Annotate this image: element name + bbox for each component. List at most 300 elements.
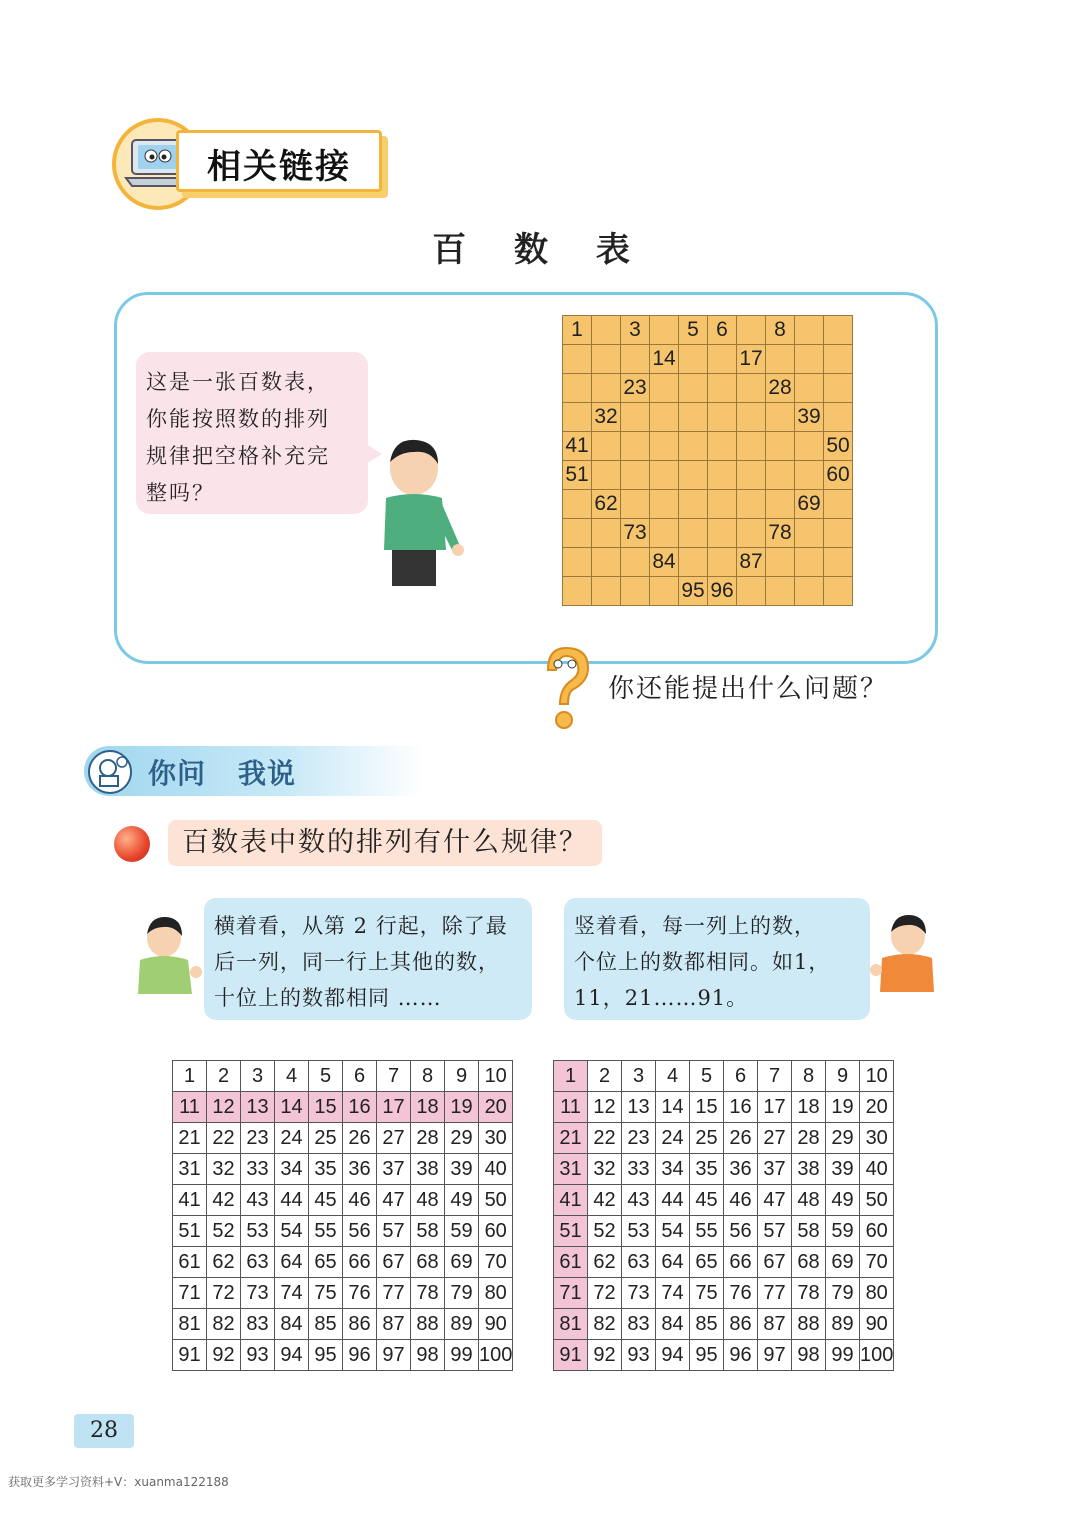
table-cell: 33 (622, 1154, 656, 1185)
table-cell: 6 (724, 1061, 758, 1092)
table-cell: 3 (622, 1061, 656, 1092)
section-title-part1: 你问 (148, 757, 207, 790)
table-cell: 85 (309, 1309, 343, 1340)
bubble-line: 这是一张百数表， (146, 370, 330, 394)
table-cell (766, 548, 795, 577)
table-cell: 51 (173, 1216, 207, 1247)
table-cell (708, 519, 737, 548)
table-cell: 50 (479, 1185, 513, 1216)
table-row (554, 1216, 894, 1247)
partial-hundred-table (562, 315, 853, 606)
table-cell: 37 (758, 1154, 792, 1185)
table-cell: 79 (445, 1278, 479, 1309)
table-cell: 2 (588, 1061, 622, 1092)
table-cell: 87 (758, 1309, 792, 1340)
table-cell (592, 519, 621, 548)
table-cell: 17 (377, 1092, 411, 1123)
table-cell: 23 (241, 1123, 275, 1154)
table-cell: 67 (377, 1247, 411, 1278)
table-cell: 64 (656, 1247, 690, 1278)
table-row (173, 1092, 513, 1123)
table-row (563, 519, 853, 548)
table-row (173, 1309, 513, 1340)
table-cell: 24 (656, 1123, 690, 1154)
table-cell: 40 (860, 1154, 894, 1185)
table-cell: 85 (690, 1309, 724, 1340)
table-cell: 43 (241, 1185, 275, 1216)
follow-up-question: 你还能提出什么问题？ (608, 674, 889, 704)
table-cell (708, 403, 737, 432)
bullet-ball-icon (114, 826, 150, 862)
hundred-table-column-highlight (553, 1060, 894, 1371)
table-row (563, 432, 853, 461)
table-cell (679, 403, 708, 432)
table-cell: 60 (860, 1216, 894, 1247)
table-cell: 49 (826, 1185, 860, 1216)
table-cell: 48 (411, 1185, 445, 1216)
right-boy-illustration (868, 912, 938, 996)
table-cell: 68 (792, 1247, 826, 1278)
table-cell: 88 (411, 1309, 445, 1340)
table-cell (563, 374, 592, 403)
table-cell (795, 345, 824, 374)
table-cell: 42 (588, 1185, 622, 1216)
table-cell: 10 (479, 1061, 513, 1092)
table-cell: 73 (622, 1278, 656, 1309)
table-cell: 93 (622, 1340, 656, 1371)
table-cell (737, 519, 766, 548)
table-cell: 8 (411, 1061, 445, 1092)
table-cell: 3 (621, 316, 650, 345)
table-cell: 12 (588, 1092, 622, 1123)
table-cell: 21 (173, 1123, 207, 1154)
table-cell: 51 (563, 461, 592, 490)
table-cell (563, 345, 592, 374)
table-cell: 96 (724, 1340, 758, 1371)
table-cell: 38 (411, 1154, 445, 1185)
table-cell (795, 432, 824, 461)
table-cell: 17 (737, 345, 766, 374)
table-cell: 65 (690, 1247, 724, 1278)
table-cell: 21 (554, 1123, 588, 1154)
table-cell (824, 403, 853, 432)
table-cell: 59 (826, 1216, 860, 1247)
table-cell: 70 (479, 1247, 513, 1278)
table-cell: 14 (275, 1092, 309, 1123)
table-cell: 71 (554, 1278, 588, 1309)
table-cell (621, 577, 650, 606)
table-cell: 69 (795, 490, 824, 519)
table-cell (766, 577, 795, 606)
table-cell: 58 (411, 1216, 445, 1247)
table-cell: 45 (309, 1185, 343, 1216)
table-cell: 81 (554, 1309, 588, 1340)
table-cell: 55 (309, 1216, 343, 1247)
table-cell (563, 548, 592, 577)
table-cell (679, 548, 708, 577)
table-cell: 91 (554, 1340, 588, 1371)
table-cell: 9 (445, 1061, 479, 1092)
table-cell: 18 (411, 1092, 445, 1123)
table-cell: 78 (766, 519, 795, 548)
intro-speech-bubble (136, 352, 368, 514)
table-cell: 37 (377, 1154, 411, 1185)
table-cell (621, 548, 650, 577)
table-cell: 60 (824, 461, 853, 490)
table-cell: 41 (173, 1185, 207, 1216)
table-cell (737, 316, 766, 345)
table-cell: 35 (690, 1154, 724, 1185)
bubble-line: 整吗？ (146, 481, 215, 505)
table-cell (650, 490, 679, 519)
table-cell: 92 (588, 1340, 622, 1371)
table-cell: 70 (860, 1247, 894, 1278)
table-cell: 13 (622, 1092, 656, 1123)
table-cell: 96 (708, 577, 737, 606)
table-cell: 62 (592, 490, 621, 519)
table-cell: 94 (656, 1340, 690, 1371)
table-cell (650, 316, 679, 345)
table-cell: 83 (622, 1309, 656, 1340)
table-cell (563, 403, 592, 432)
table-cell: 34 (656, 1154, 690, 1185)
table-cell: 100 (860, 1340, 894, 1371)
table-cell: 54 (275, 1216, 309, 1247)
table-cell: 60 (479, 1216, 513, 1247)
table-row (554, 1340, 894, 1371)
table-cell: 42 (207, 1185, 241, 1216)
table-cell (766, 345, 795, 374)
table-cell: 22 (207, 1123, 241, 1154)
table-cell: 61 (173, 1247, 207, 1278)
table-row (563, 577, 853, 606)
table-cell: 68 (411, 1247, 445, 1278)
table-cell (824, 490, 853, 519)
table-cell: 8 (766, 316, 795, 345)
table-cell (563, 577, 592, 606)
table-row (563, 461, 853, 490)
table-cell (708, 490, 737, 519)
table-cell: 41 (554, 1185, 588, 1216)
related-links-banner (112, 118, 384, 204)
table-cell: 29 (445, 1123, 479, 1154)
table-cell: 5 (309, 1061, 343, 1092)
table-cell: 90 (860, 1309, 894, 1340)
table-cell: 79 (826, 1278, 860, 1309)
table-cell: 16 (724, 1092, 758, 1123)
table-cell: 80 (860, 1278, 894, 1309)
table-cell (737, 577, 766, 606)
table-cell: 46 (724, 1185, 758, 1216)
table-cell (708, 374, 737, 403)
table-row (563, 345, 853, 374)
table-cell: 4 (275, 1061, 309, 1092)
table-cell (737, 490, 766, 519)
bubble-line: 十位上的数都相同 …… (214, 986, 442, 1010)
table-cell: 81 (173, 1309, 207, 1340)
boy-illustration (372, 434, 468, 590)
table-cell (650, 432, 679, 461)
section-title-part2: 我说 (238, 757, 297, 790)
table-cell: 50 (824, 432, 853, 461)
table-cell: 74 (656, 1278, 690, 1309)
table-cell (592, 345, 621, 374)
table-cell: 46 (343, 1185, 377, 1216)
table-cell: 13 (241, 1092, 275, 1123)
table-cell: 86 (724, 1309, 758, 1340)
table-cell: 80 (479, 1278, 513, 1309)
table-cell: 72 (588, 1278, 622, 1309)
table-cell: 44 (275, 1185, 309, 1216)
bubble-line: 竖着看，每一列上的数， (574, 914, 816, 938)
bubble-line: 横着看，从第 2 行起，除了最 (214, 914, 508, 938)
table-cell: 94 (275, 1340, 309, 1371)
table-cell (679, 490, 708, 519)
table-cell: 47 (377, 1185, 411, 1216)
table-cell (621, 403, 650, 432)
horizontal-rule-bubble (204, 898, 532, 1020)
table-cell: 6 (708, 316, 737, 345)
table-cell: 91 (173, 1340, 207, 1371)
table-cell: 32 (588, 1154, 622, 1185)
table-cell: 31 (554, 1154, 588, 1185)
table-cell: 19 (445, 1092, 479, 1123)
table-row (173, 1154, 513, 1185)
table-cell (679, 432, 708, 461)
table-row (173, 1216, 513, 1247)
table-cell: 98 (411, 1340, 445, 1371)
table-cell: 97 (758, 1340, 792, 1371)
table-cell (795, 548, 824, 577)
table-cell: 25 (309, 1123, 343, 1154)
table-cell: 100 (479, 1340, 513, 1371)
table-cell: 83 (241, 1309, 275, 1340)
table-cell (795, 316, 824, 345)
table-cell: 89 (445, 1309, 479, 1340)
table-cell: 30 (860, 1123, 894, 1154)
table-cell (795, 519, 824, 548)
table-cell: 1 (563, 316, 592, 345)
discussion-question: 百数表中数的排列有什么规律？ (182, 827, 588, 858)
table-cell: 28 (766, 374, 795, 403)
table-cell: 99 (445, 1340, 479, 1371)
table-cell: 36 (343, 1154, 377, 1185)
footer-note: 获取更多学习资料+V：xuanma122188 (8, 1475, 229, 1489)
table-cell: 24 (275, 1123, 309, 1154)
table-cell: 55 (690, 1216, 724, 1247)
table-cell: 74 (275, 1278, 309, 1309)
table-cell: 77 (377, 1278, 411, 1309)
table-cell: 58 (792, 1216, 826, 1247)
table-row (563, 490, 853, 519)
table-cell: 48 (792, 1185, 826, 1216)
table-cell: 69 (826, 1247, 860, 1278)
page-title: 百 数 表 (432, 230, 648, 270)
table-cell (679, 345, 708, 374)
table-cell (650, 403, 679, 432)
related-links-title-plate (176, 130, 382, 192)
table-cell: 36 (724, 1154, 758, 1185)
table-cell: 14 (650, 345, 679, 374)
table-cell (824, 577, 853, 606)
table-cell: 54 (656, 1216, 690, 1247)
table-cell: 99 (826, 1340, 860, 1371)
table-cell (708, 548, 737, 577)
table-cell: 93 (241, 1340, 275, 1371)
table-cell: 15 (690, 1092, 724, 1123)
section-banner (84, 746, 424, 796)
table-cell: 95 (690, 1340, 724, 1371)
table-cell: 78 (792, 1278, 826, 1309)
table-cell: 95 (309, 1340, 343, 1371)
table-cell: 27 (758, 1123, 792, 1154)
table-cell: 5 (679, 316, 708, 345)
table-cell (824, 548, 853, 577)
table-cell (708, 432, 737, 461)
table-cell: 20 (860, 1092, 894, 1123)
table-cell (737, 374, 766, 403)
table-row (173, 1340, 513, 1371)
table-cell: 2 (207, 1061, 241, 1092)
table-cell (824, 519, 853, 548)
table-cell: 96 (343, 1340, 377, 1371)
table-cell: 41 (563, 432, 592, 461)
table-cell: 76 (724, 1278, 758, 1309)
table-cell: 64 (275, 1247, 309, 1278)
table-row (554, 1185, 894, 1216)
table-cell: 56 (343, 1216, 377, 1247)
table-cell: 39 (795, 403, 824, 432)
table-cell: 8 (792, 1061, 826, 1092)
table-cell: 73 (241, 1278, 275, 1309)
table-cell (766, 432, 795, 461)
table-cell: 28 (792, 1123, 826, 1154)
table-cell: 57 (758, 1216, 792, 1247)
bubble-line: 规律把空格补充完 (146, 444, 330, 468)
table-row (554, 1092, 894, 1123)
table-cell: 31 (173, 1154, 207, 1185)
table-cell: 15 (309, 1092, 343, 1123)
table-cell: 1 (554, 1061, 588, 1092)
table-cell: 78 (411, 1278, 445, 1309)
table-row (173, 1123, 513, 1154)
table-cell (592, 577, 621, 606)
table-cell (766, 403, 795, 432)
table-cell (592, 316, 621, 345)
table-cell: 63 (241, 1247, 275, 1278)
table-cell: 14 (656, 1092, 690, 1123)
table-cell: 16 (343, 1092, 377, 1123)
table-row (554, 1278, 894, 1309)
table-row (173, 1061, 513, 1092)
table-cell: 19 (826, 1092, 860, 1123)
table-cell: 61 (554, 1247, 588, 1278)
banner-title: 相关链接 (207, 147, 351, 187)
table-cell: 82 (207, 1309, 241, 1340)
table-cell: 43 (622, 1185, 656, 1216)
table-cell (650, 577, 679, 606)
table-cell (592, 461, 621, 490)
table-row (554, 1061, 894, 1092)
table-cell (795, 461, 824, 490)
table-cell (737, 403, 766, 432)
table-cell: 56 (724, 1216, 758, 1247)
table-cell: 23 (622, 1123, 656, 1154)
table-cell (824, 316, 853, 345)
table-cell: 52 (207, 1216, 241, 1247)
table-cell: 39 (826, 1154, 860, 1185)
table-row (554, 1123, 894, 1154)
table-cell: 88 (792, 1309, 826, 1340)
table-cell (563, 490, 592, 519)
table-cell: 1 (173, 1061, 207, 1092)
hundred-table-row-highlight (172, 1060, 513, 1371)
table-cell: 63 (622, 1247, 656, 1278)
table-cell: 9 (826, 1061, 860, 1092)
table-cell: 50 (860, 1185, 894, 1216)
table-cell (766, 490, 795, 519)
table-row (563, 316, 853, 345)
table-cell: 11 (173, 1092, 207, 1123)
bubble-line: 你能按照数的排列 (146, 407, 330, 431)
table-cell: 95 (679, 577, 708, 606)
table-cell: 87 (737, 548, 766, 577)
table-cell (824, 345, 853, 374)
table-cell (679, 461, 708, 490)
page-number: 28 (74, 1414, 134, 1448)
reading-kid-icon (88, 750, 132, 794)
table-cell: 77 (758, 1278, 792, 1309)
table-cell: 40 (479, 1154, 513, 1185)
table-cell (795, 374, 824, 403)
table-cell (824, 374, 853, 403)
table-cell: 4 (656, 1061, 690, 1092)
table-row (563, 548, 853, 577)
table-cell: 33 (241, 1154, 275, 1185)
table-cell: 7 (377, 1061, 411, 1092)
table-cell (650, 461, 679, 490)
table-cell: 51 (554, 1216, 588, 1247)
table-cell (650, 374, 679, 403)
table-row (563, 403, 853, 432)
table-cell: 73 (621, 519, 650, 548)
table-cell: 22 (588, 1123, 622, 1154)
table-cell: 53 (241, 1216, 275, 1247)
table-cell (563, 519, 592, 548)
table-cell (621, 432, 650, 461)
table-cell: 38 (792, 1154, 826, 1185)
table-cell (592, 374, 621, 403)
table-cell: 12 (207, 1092, 241, 1123)
question-mark-mascot-icon (538, 644, 594, 736)
bubble-line: 11，21……91。 (574, 986, 749, 1010)
table-cell: 59 (445, 1216, 479, 1247)
table-cell: 26 (724, 1123, 758, 1154)
table-cell: 71 (173, 1278, 207, 1309)
table-cell: 49 (445, 1185, 479, 1216)
table-cell: 62 (588, 1247, 622, 1278)
table-row (173, 1185, 513, 1216)
table-cell: 23 (621, 374, 650, 403)
table-cell: 84 (656, 1309, 690, 1340)
table-cell (766, 461, 795, 490)
table-cell: 17 (758, 1092, 792, 1123)
table-cell: 25 (690, 1123, 724, 1154)
table-cell: 72 (207, 1278, 241, 1309)
table-cell (621, 461, 650, 490)
table-cell: 34 (275, 1154, 309, 1185)
table-cell: 67 (758, 1247, 792, 1278)
